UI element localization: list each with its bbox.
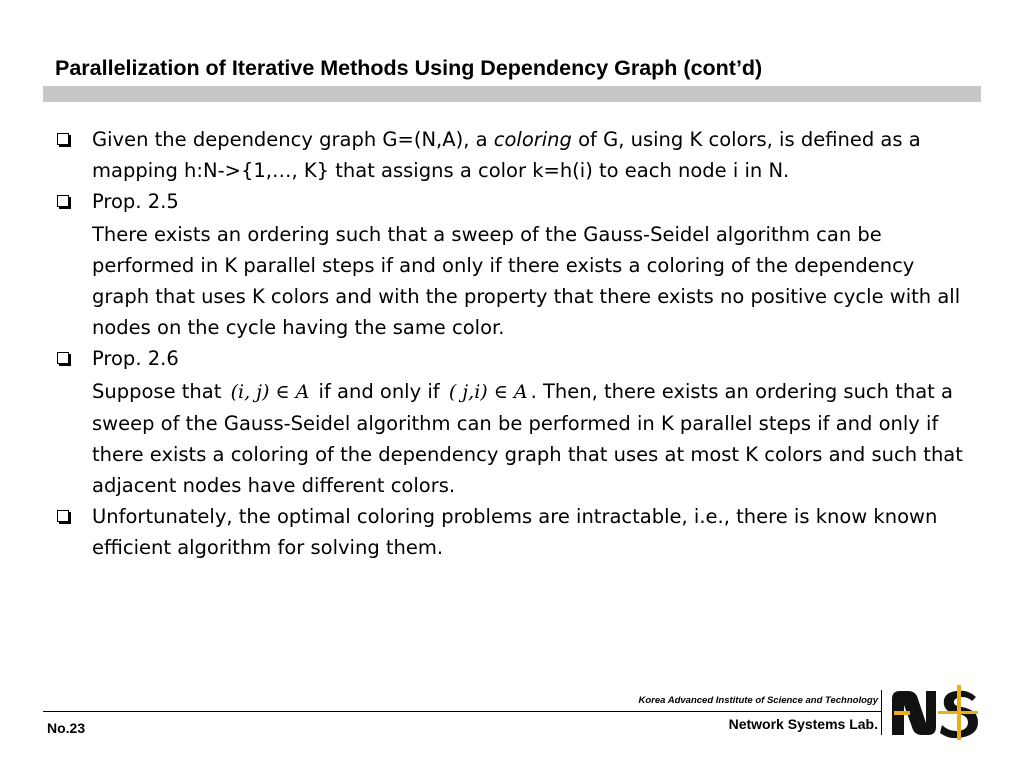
bullet-coloring-definition — [57, 124, 972, 186]
bullet-emphasis: coloring — [493, 128, 572, 151]
footer-divider — [43, 711, 881, 712]
prop-text: if and only if — [312, 380, 446, 403]
prop-text: Suppose that — [92, 380, 228, 403]
prop-2-5-text: There exists an ordering such that a sweep of the Gauss-Seidel algorithm can be performed in K parallel steps if and only if there exists a coloring of the dependency graph that uses K colors and with the property that there exists no positive cycle with all nodes on the cycle having the same color. — [92, 223, 961, 339]
page-number: No.23 — [47, 720, 86, 736]
slide-title: Parallelization of Iterative Methods Using Dependency Graph (cont’d) — [55, 56, 763, 80]
prop-text: . Then, there exists an ordering such that a sweep of the Gauss-Seidel algorithm can be performed in K parallel steps if and only if there exists a coloring of the dependency graph that uses at most K colors and such that adjacent nodes have different colors. — [92, 380, 963, 497]
math-formula: (i, j) ∈ A — [230, 381, 310, 403]
bullet-label: Prop. 2.5 — [92, 190, 179, 213]
logo-mark — [892, 685, 978, 740]
bullet-prop-2-5 — [57, 186, 972, 217]
nsl-logo-icon — [888, 685, 983, 740]
checkbox-bullet-icon — [57, 133, 69, 145]
math-formula: ( j,i) ∈ A — [448, 381, 528, 403]
footer-vertical-divider — [881, 690, 882, 735]
bullet-text: of G, using K colors, is defined as a mapping h:N->{1,…, K} that assigns a color k=h(i) to each node i in N. — [92, 128, 921, 182]
bullet-label: Prop. 2.6 — [92, 347, 179, 370]
bullet-text: Unfortunately, the optimal coloring problems are intractable, i.e., there is know known efficient algorithm for solving them. — [92, 505, 938, 559]
bullet-prop-2-6 — [57, 343, 972, 374]
prop-2-6-text — [57, 376, 972, 501]
bullet-intractable — [57, 501, 972, 563]
slide-content — [57, 124, 972, 563]
checkbox-bullet-icon — [57, 352, 69, 364]
bullet-text: Given the dependency graph G=(N,A), a — [92, 128, 494, 151]
title-underline-bar — [43, 86, 981, 102]
checkbox-bullet-icon — [57, 195, 69, 207]
lab-name: Network Systems Lab. — [728, 716, 878, 732]
institute-name: Korea Advanced Institute of Science and Technology — [638, 695, 878, 706]
checkbox-bullet-icon — [57, 510, 69, 522]
